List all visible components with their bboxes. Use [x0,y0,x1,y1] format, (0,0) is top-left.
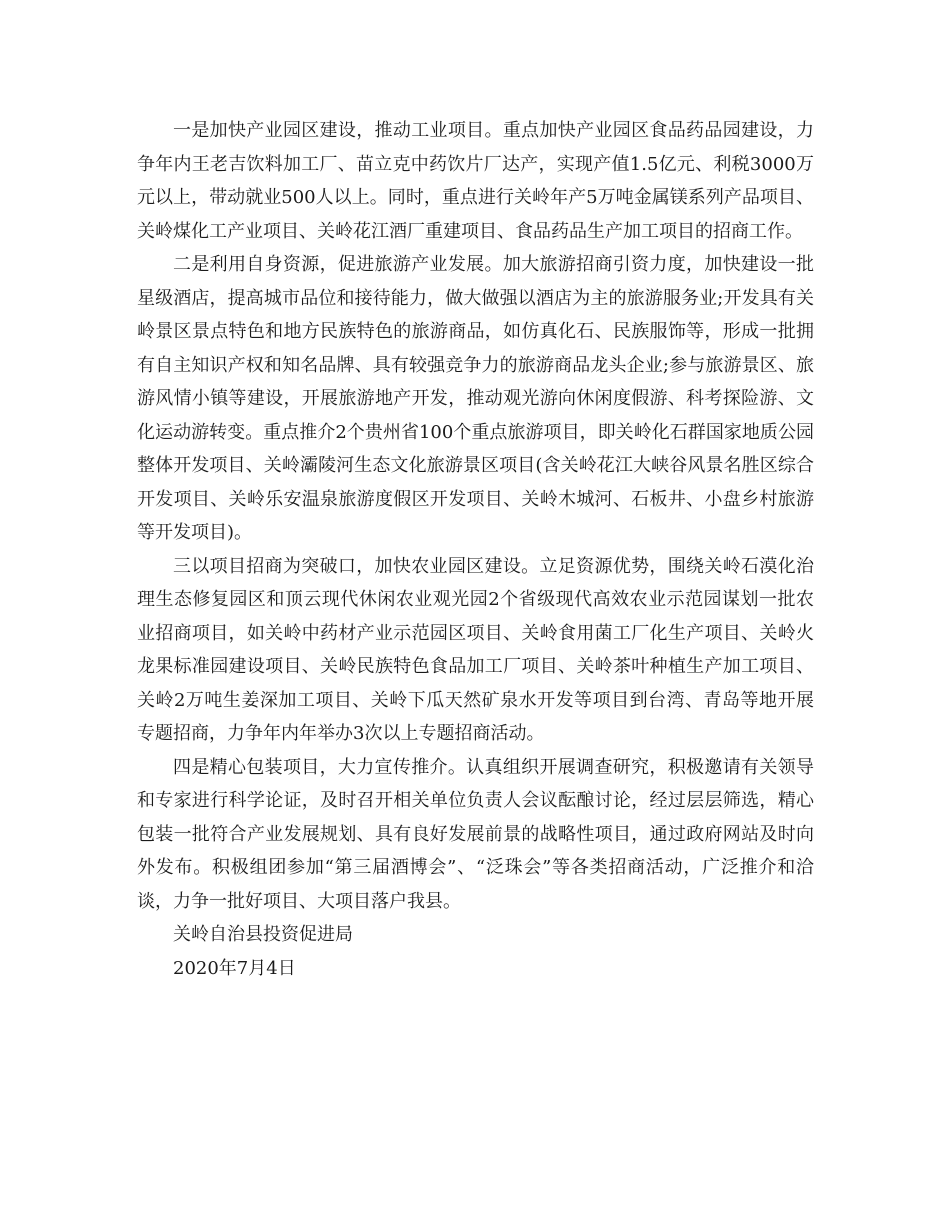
document-body [137,114,814,985]
signature-date: 2020年7月4日 [173,957,296,979]
signature-organization: 关岭自治县投资促进局 [173,924,353,945]
paragraph-industrial-parks: 一是加快产业园区建设，推动工业项目。重点加快产业园区食品药品园建设，力争年内王老吉饮料加工厂、苗立克中药饮片厂达产，实现产值1.5亿元、利税3000万元以上，带动就业500人以上。同时，重点进行关岭年产5万吨金属镁系列产品项目、关岭煤化工产业项目、关岭花江酒厂重建项目、食品药品生产加工项目的招商工作。 [137,120,814,242]
paragraph-promotion: 四是精心包装项目，大力宣传推介。认真组织开展调查研究，积极邀请有关领导和专家进行科学论证，及时召开相关单位负责人会议酝酿讨论，经过层层筛选，精心包装一批符合产业发展规划、具有良好发展前景的战略性项目，通过政府网站及时向外发布。积极组团参加“第三届酒博会”、“泛珠会”等各类招商活动，广泛推介和洽谈，力争一批好项目、大项目落户我县。 [137,756,814,912]
paragraph-agriculture: 三以项目招商为突破口，加快农业园区建设。立足资源优势，围绕关岭石漠化治理生态修复园区和顶云现代休闲农业观光园2个省级现代高效农业示范园谋划一批农业招商项目，如关岭中药材产业示范园区项目、关岭食用菌工厂化生产项目、关岭火龙果标准园建设项目、关岭民族特色食品加工厂项目、关岭茶叶种植生产加工项目、关岭2万吨生姜深加工项目、关岭下瓜天然矿泉水开发等项目到台湾、青岛等地开展专题招商，力争年内年举办3次以上专题招商活动。 [137,555,814,744]
paragraph-tourism: 二是利用自身资源，促进旅游产业发展。加大旅游招商引资力度，加快建设一批星级酒店，提高城市品位和接待能力，做大做强以酒店为主的旅游服务业;开发具有关岭景区景点特色和地方民族特色的旅游商品，如仿真化石、民族服饰等，形成一批拥有自主知识产权和知名品牌、具有较强竞争力的旅游商品龙头企业;参与旅游景区、旅游风情小镇等建设，开展旅游地产开发，推动观光游向休闲度假游、科考探险游、文化运动游转变。重点推介2个贵州省100个重点旅游项目，即关岭化石群国家地质公园整体开发项目、关岭灞陵河生态文化旅游景区项目(含关岭花江大峡谷风景名胜区综合开发项目、关岭乐安温泉旅游度假区开发项目、关岭木城河、石板井、小盘乡村旅游等开发项目)。 [137,254,814,543]
